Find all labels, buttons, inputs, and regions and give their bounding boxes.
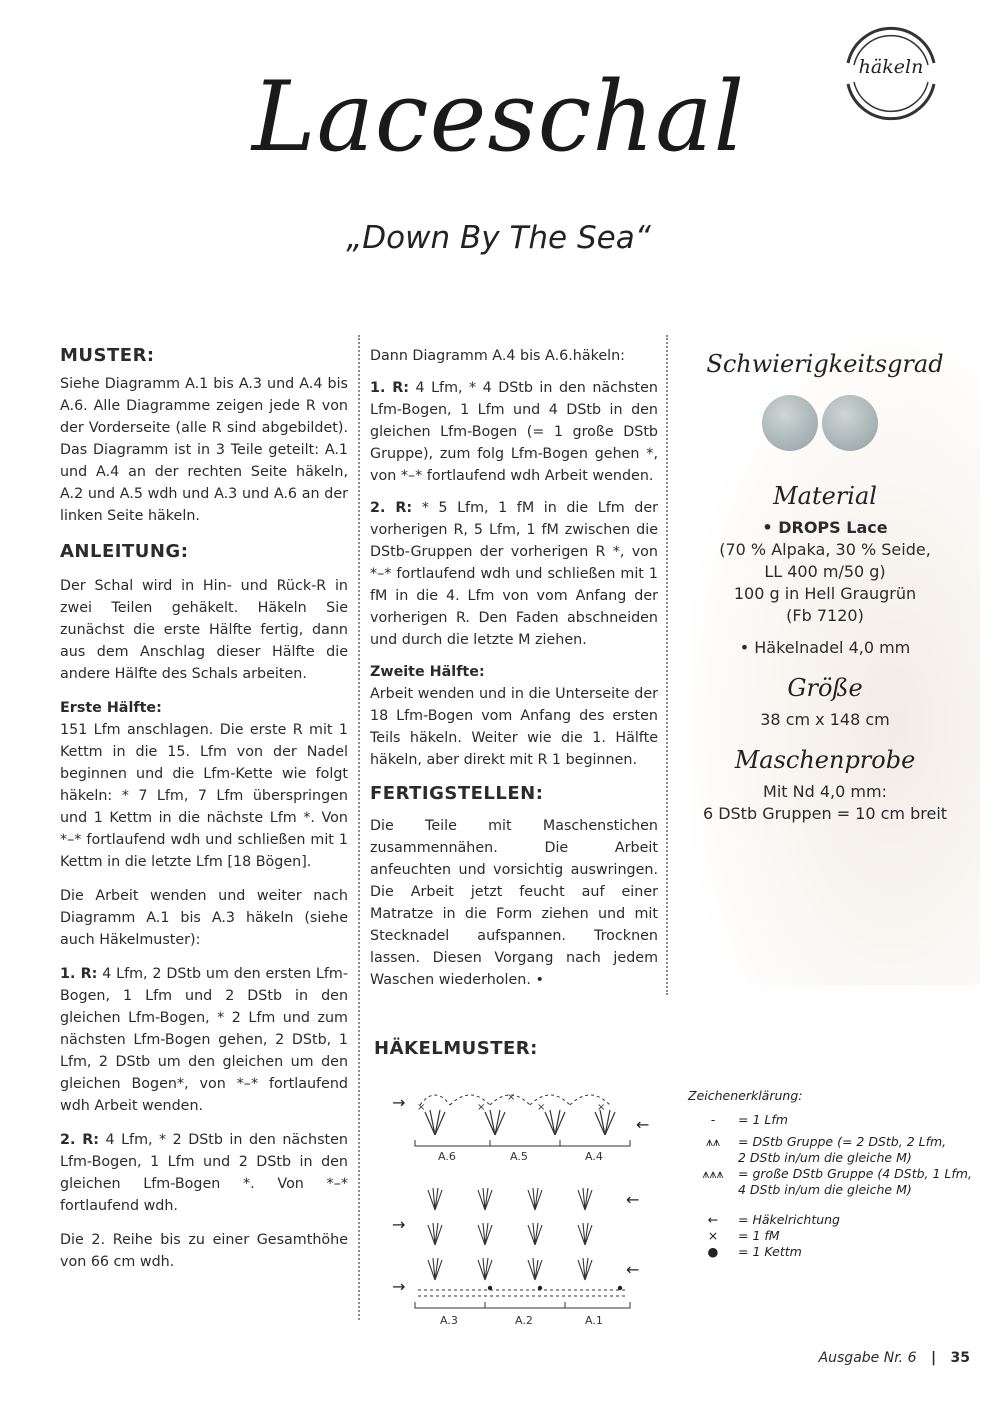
row2-text: 4 Lfm, * 2 DStb in den nächsten Lfm-Bogen, 1 Lfm und 2 DStb in den gleichen Lfm-Bogen *. Von *–* fortlaufend wdh. xyxy=(60,1132,348,1214)
direction-arrow-icon: ← xyxy=(707,1212,719,1227)
direction-arrow-left-icon: ← xyxy=(636,1115,650,1134)
yarn-color: (Fb 7120) xyxy=(786,606,864,625)
direction-arrow-right-icon: → xyxy=(392,1277,406,1296)
column-divider-left xyxy=(358,335,360,1320)
svg-text:×: × xyxy=(537,1102,546,1113)
dstb-group-icon: ⩚⩚ xyxy=(705,1134,721,1149)
yarn-ball-icon xyxy=(822,395,878,451)
size-heading: Größe xyxy=(787,674,863,702)
svg-text:×: × xyxy=(417,1102,426,1113)
large-dstb-groups xyxy=(425,1110,615,1135)
chain-lines xyxy=(418,1290,625,1296)
issue-label: Ausgabe Nr. 6 xyxy=(818,1350,917,1366)
reihe-text: Die 2. Reihe bis zu einer Gesamthöhe von 66 cm wdh. xyxy=(60,1232,348,1270)
diagram-heading: HÄKELMUSTER: xyxy=(374,1038,538,1059)
yarn-name: • DROPS Lace xyxy=(762,518,888,537)
page-subtitle: „Down By The Sea“ xyxy=(346,220,651,256)
kettm-dot-icon: ● xyxy=(707,1244,719,1259)
direction-arrow-right-icon: → xyxy=(392,1215,406,1234)
gauge-line1: Mit Nd 4,0 mm: xyxy=(763,782,887,801)
large-dstb-group-icon: ⩚⩚⩚ xyxy=(702,1166,724,1181)
zweite-haelfte-text: Arbeit wenden und in die Unterseite der 18 Lfm-Bogen vom Anfang des ersten Teils häkeln. Weiter wie die 1. Hälfte häkeln, aber direkt mit R 1 beginnen. xyxy=(370,686,658,768)
direction-arrow-left-icon: ← xyxy=(626,1190,640,1209)
diagram-label-a5: A.5 xyxy=(510,1150,528,1163)
material-block xyxy=(690,482,960,825)
yarn-amount: 100 g in Hell Graugrün xyxy=(733,584,917,603)
direction-arrow-left-icon: ← xyxy=(626,1260,640,1279)
diagram-label-a4: A.4 xyxy=(585,1150,603,1163)
row2-instruction xyxy=(60,1129,348,1217)
arbeit-text: Die Arbeit wenden und weiter nach Diagramm A.1 bis A.3 häkeln (siehe auch Häkelmuster): xyxy=(60,888,348,948)
zweite-haelfte-heading: Zweite Hälfte: xyxy=(370,664,485,680)
middle-row2-instruction xyxy=(370,497,658,651)
anleitung-text: Der Schal wird in Hin- und Rück-R in zwei Teilen gehäkelt. Häkeln Sie zunächst die erste Hälfte fertig, dann aus dem Anschlag dieser Hälfte die andere Hälfte des Schals arbeiten. xyxy=(60,578,348,682)
diagram-label-a1: A.1 xyxy=(585,1314,603,1327)
yarn-ball-icon xyxy=(762,395,818,451)
middle-intro: Dann Diagramm A.4 bis A.6.häkeln: xyxy=(370,348,625,364)
chain-symbol-icon: - xyxy=(710,1112,716,1127)
middle-row2-label: 2. R: xyxy=(370,500,413,516)
left-column xyxy=(60,345,348,1273)
row1-instruction xyxy=(60,963,348,1117)
haekeln-stamp xyxy=(836,18,946,128)
fertigstellen-heading: FERTIGSTELLEN: xyxy=(370,783,544,804)
needle-size: • Häkelnadel 4,0 mm xyxy=(739,638,911,657)
erste-haelfte-text: 151 Lfm anschlagen. Die erste R mit 1 Kettm in die 15. Lfm von der Nadel beginnen und die Lfm-Kette wie folgt häkeln: * 7 Lfm, 7 Lfm überspringen und 1 Kettm in die nächste Lfm *. Von *–* fortlaufend wdh und schließen mit 1 Kettm in die letzte Lfm [18 Bögen]. xyxy=(60,722,348,870)
legend-large-dstb-group-detail: 4 DStb in/um die gleiche M) xyxy=(738,1182,912,1197)
row1-text: 4 Lfm, 2 DStb um den ersten Lfm-Bogen, 1 Lfm und 2 DStb in den gleichen Lfm-Bogen, * 2 Lfm und zum nächsten Lfm-Bogen gehen, 2 DStb, 1 Lfm, 2 DStb um den gleichen um den gleichen Bogen*, von *–* fortlaufend wdh Arbeit wenden. xyxy=(60,966,348,1114)
kettm-dots xyxy=(488,1286,622,1290)
svg-text:×: × xyxy=(477,1102,486,1113)
page-title: Laceschal xyxy=(251,61,746,173)
anleitung-heading: ANLEITUNG: xyxy=(60,541,189,562)
diagram-label-a6: A.6 xyxy=(438,1150,456,1163)
stamp-label: häkeln xyxy=(858,56,924,78)
row1-label: 1. R: xyxy=(60,966,98,982)
legend-dstb-group-detail: 2 DStb in/um die gleiche M) xyxy=(738,1150,912,1165)
material-heading: Material xyxy=(773,482,877,510)
legend-item-dstb-group: ⩚⩚ = DStb Gruppe (= 2 DStb, 2 Lfm, xyxy=(688,1134,983,1150)
middle-row1-instruction xyxy=(370,377,658,487)
difficulty-heading: Schwierigkeitsgrad xyxy=(706,350,944,378)
legend-item-kettm: ● = 1 Kettm xyxy=(688,1244,983,1260)
muster-heading: MUSTER: xyxy=(60,345,155,366)
size-value: 38 cm x 148 cm xyxy=(760,710,890,729)
direction-arrow-right-icon: → xyxy=(392,1093,406,1112)
fm-symbol-icon: × xyxy=(707,1228,719,1243)
column-divider-right xyxy=(666,335,668,995)
page-number: 35 xyxy=(950,1350,970,1366)
fertigstellen-text: Die Teile mit Maschenstichen zusammennähen. Die Arbeit anfeuchten und vorsichtig auswringen. Die Arbeit jetzt feucht auf einer Matratze in die Form ziehen und mit Stecknadel aufspannen. Trocknen lassen. Diesen Vorgang nach jedem Waschen wiederholen. • xyxy=(370,818,658,988)
yarn-length: LL 400 m/50 g) xyxy=(764,562,886,581)
legend-item-direction: ← = Häkelrichtung xyxy=(688,1212,983,1228)
diagram-label-a2: A.2 xyxy=(515,1314,533,1327)
legend xyxy=(688,1088,983,1260)
legend-title: Zeichenerklärung: xyxy=(688,1088,803,1103)
fm-markers xyxy=(417,1092,605,1113)
middle-row1-text: 4 Lfm, * 4 DStb in den nächsten Lfm-Bogen, 1 Lfm und 4 DStb in den gleichen Lfm-Bogen (= 1 große DStb Gruppe), zum folg Lfm-Bogen gehen *, von *–* fortlaufend wdh Arbeit wenden. xyxy=(370,380,658,484)
svg-text:×: × xyxy=(507,1092,516,1103)
yarn-composition: (70 % Alpaka, 30 % Seide, xyxy=(719,540,931,559)
small-dstb-groups xyxy=(428,1188,592,1280)
page-footer xyxy=(770,1350,970,1366)
svg-text:×: × xyxy=(597,1102,606,1113)
gauge-line2: 6 DStb Gruppen = 10 cm breit xyxy=(702,804,948,823)
middle-row2-text: * 5 Lfm, 1 fM in die Lfm der vorherigen R, 5 Lfm, 1 fM zwischen die DStb-Gruppen der vorherigen R *, von *–* fortlaufend wdh und schließen mit 1 fM in die 4. Lfm von vom Anfang der vorherigen R. Den Faden abschneiden und durch die letzte M ziehen. xyxy=(370,500,658,648)
footer-divider: | xyxy=(930,1350,937,1366)
legend-item-fm: × = 1 fM xyxy=(688,1228,983,1244)
legend-item-large-dstb-group: ⩚⩚⩚ = große DStb Gruppe (4 DStb, 1 Lfm, xyxy=(688,1166,983,1182)
crochet-diagram xyxy=(390,1080,670,1330)
erste-haelfte-heading: Erste Hälfte: xyxy=(60,700,162,716)
legend-item-lfm: - = 1 Lfm xyxy=(688,1112,983,1128)
row2-label: 2. R: xyxy=(60,1132,100,1148)
middle-row1-label: 1. R: xyxy=(370,380,410,396)
diagram-label-a3: A.3 xyxy=(440,1314,458,1327)
middle-column xyxy=(370,345,658,991)
gauge-heading: Maschenprobe xyxy=(734,746,916,774)
muster-text: Siehe Diagramm A.1 bis A.3 und A.4 bis A.6. Alle Diagramme zeigen jede R von der Vorderseite (alle R sind abgebildet). Das Diagramm ist in 3 Teile geteilt: A.1 und A.4 an der rechten Seite häkeln, A.2 und A.5 wdh und A.3 und A.6 an der linken Seite häkeln. xyxy=(60,376,348,524)
